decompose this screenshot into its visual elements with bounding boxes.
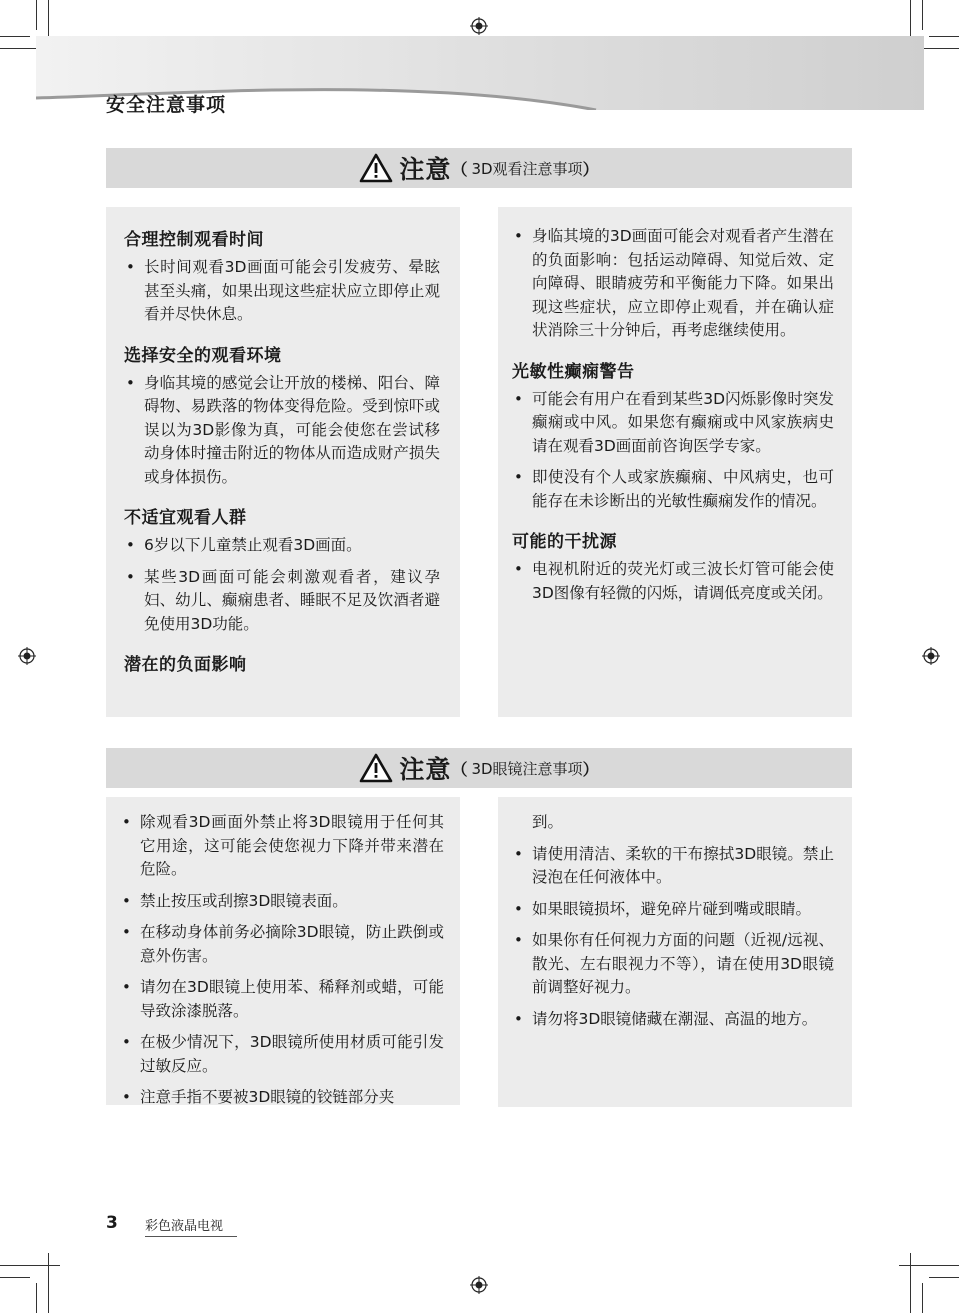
list-item: • 如果眼镜损坏，避免碎片碰到嘴或眼睛。 xyxy=(512,898,834,922)
crop-mark xyxy=(922,1283,923,1313)
registration-mark-icon xyxy=(470,17,488,35)
registration-mark-icon xyxy=(470,1276,488,1294)
section-heading: 潜在的负面影响 xyxy=(124,655,247,675)
crop-mark xyxy=(0,36,30,37)
crop-mark xyxy=(899,1265,959,1266)
caution-subtitle: 3D眼镜注意事项 xyxy=(471,759,583,778)
caution-label: 注意 xyxy=(399,155,452,184)
caution-label: 注意 xyxy=(399,755,452,784)
list-item: • 在移动身体前务必摘除3D眼镜，防止跌倒或意外伤害。 xyxy=(120,921,444,968)
registration-mark-icon xyxy=(922,647,940,665)
section-potential-effects xyxy=(124,650,440,675)
list-item: • 注意手指不要被3D眼镜的铰链部分夹 xyxy=(120,1086,444,1110)
list-item: • 6岁以下儿童禁止观看3D画面。 xyxy=(124,534,440,558)
warning-triangle-icon xyxy=(359,153,393,183)
section-unsuitable-viewers xyxy=(124,503,440,636)
paren-close: ） xyxy=(582,159,599,179)
glasses-precautions-right xyxy=(498,797,852,1107)
crop-mark xyxy=(48,1253,49,1313)
section-viewing-time xyxy=(124,225,440,327)
section-heading: 可能的干扰源 xyxy=(512,532,617,552)
list-item: • 在极少情况下，3D眼镜所使用材质可能引发过敏反应。 xyxy=(120,1031,444,1078)
page-section-title: 安全注意事项 xyxy=(106,94,227,116)
paren-close: ） xyxy=(582,759,599,779)
list-item: • 除观看3D画面外禁止将3D眼镜用于任何其它用途，这可能会使您视力下降并带来潜在危险。 xyxy=(120,811,444,882)
list-item: • 身临其境的感觉会让开放的楼梯、阳台、障碍物、易跌落的物体变得危险。受到惊吓或误以为3D影像为真，可能会使您在尝试移动身体时撞击附近的物体从而造成财产损失或身体损伤。 xyxy=(124,372,440,490)
list-item: • 身临其境的3D画面可能会对观看者产生潜在的负面影响：包括运动障碍、知觉后效、定向障碍、眼睛疲劳和平衡能力下降。如果出现这些症状，应立即停止观看，并在确认症状消除三十分钟后，再考虑继续使用。 xyxy=(512,225,834,343)
crop-mark xyxy=(929,1277,959,1278)
section-safe-environment xyxy=(124,341,440,490)
list-item-continuation: 到。 xyxy=(532,813,564,831)
section-potential-effects-continued xyxy=(512,225,834,343)
section-interference xyxy=(512,527,834,605)
viewing-precautions-left xyxy=(106,207,460,717)
list-item: • 长时间观看3D画面可能会引发疲劳、晕眩甚至头痛，如果出现这些症状应立即停止观看并尽快休息。 xyxy=(124,256,440,327)
crop-mark xyxy=(0,1265,60,1266)
registration-mark-icon xyxy=(18,647,36,665)
section-photosensitive-seizure xyxy=(512,357,834,514)
footer-product-name: 彩色液晶电视 xyxy=(145,1219,224,1234)
section-heading: 选择安全的观看环境 xyxy=(124,345,282,366)
caution-banner-glasses xyxy=(106,748,852,788)
footer-underline xyxy=(145,1236,237,1237)
caution-subtitle: 3D观看注意事项 xyxy=(471,159,583,178)
crop-mark xyxy=(0,1277,30,1278)
section-heading: 不适宜观看人群 xyxy=(124,508,247,528)
list-item: • 如果你有任何视力方面的问题（近视/远视、散光、左右眼视力不等），请在使用3D眼镜前调整好视力。 xyxy=(512,929,834,1000)
viewing-precautions-right xyxy=(498,207,852,717)
list-item: • 电视机附近的荧光灯或三波长灯管可能会使3D图像有轻微的闪烁，请调低亮度或关闭。 xyxy=(512,558,834,605)
list-item: • 即使没有个人或家族癫痫、中风病史，也可能存在未诊断出的光敏性癫痫发作的情况。 xyxy=(512,466,834,513)
crop-mark xyxy=(36,0,37,30)
section-heading: 合理控制观看时间 xyxy=(124,230,264,250)
section-heading: 光敏性癫痫警告 xyxy=(512,361,635,382)
list-item: • 可能会有用户在看到某些3D闪烁影像时突发癫痫或中风。如果您有癫痫或中风家族病史请在观看3D画面前咨询医学专家。 xyxy=(512,388,834,459)
crop-mark xyxy=(36,1283,37,1313)
paren-open: （ xyxy=(451,159,468,179)
list-item: • 请勿在3D眼镜上使用苯、稀释剂或蜡，可能导致涂漆脱落。 xyxy=(120,976,444,1023)
caution-banner-viewing xyxy=(106,148,852,188)
list-item: • 某些3D画面可能会刺激观看者，建议孕妇、幼儿、癫痫患者、睡眠不足及饮酒者避免使用3D功能。 xyxy=(124,566,440,637)
crop-mark xyxy=(910,1253,911,1313)
list-item: • 请使用清洁、柔软的干布擦拭3D眼镜。禁止浸泡在任何液体中。 xyxy=(512,843,834,890)
crop-mark xyxy=(929,36,959,37)
page-number: 3 xyxy=(106,1213,118,1233)
paren-open: （ xyxy=(451,759,468,779)
warning-triangle-icon xyxy=(359,753,393,783)
list-item: • 禁止按压或刮擦3D眼镜表面。 xyxy=(120,890,444,914)
glasses-precautions-left xyxy=(106,797,460,1105)
list-item: • 请勿将3D眼镜储藏在潮湿、高温的地方。 xyxy=(512,1008,834,1032)
crop-mark xyxy=(922,0,923,30)
